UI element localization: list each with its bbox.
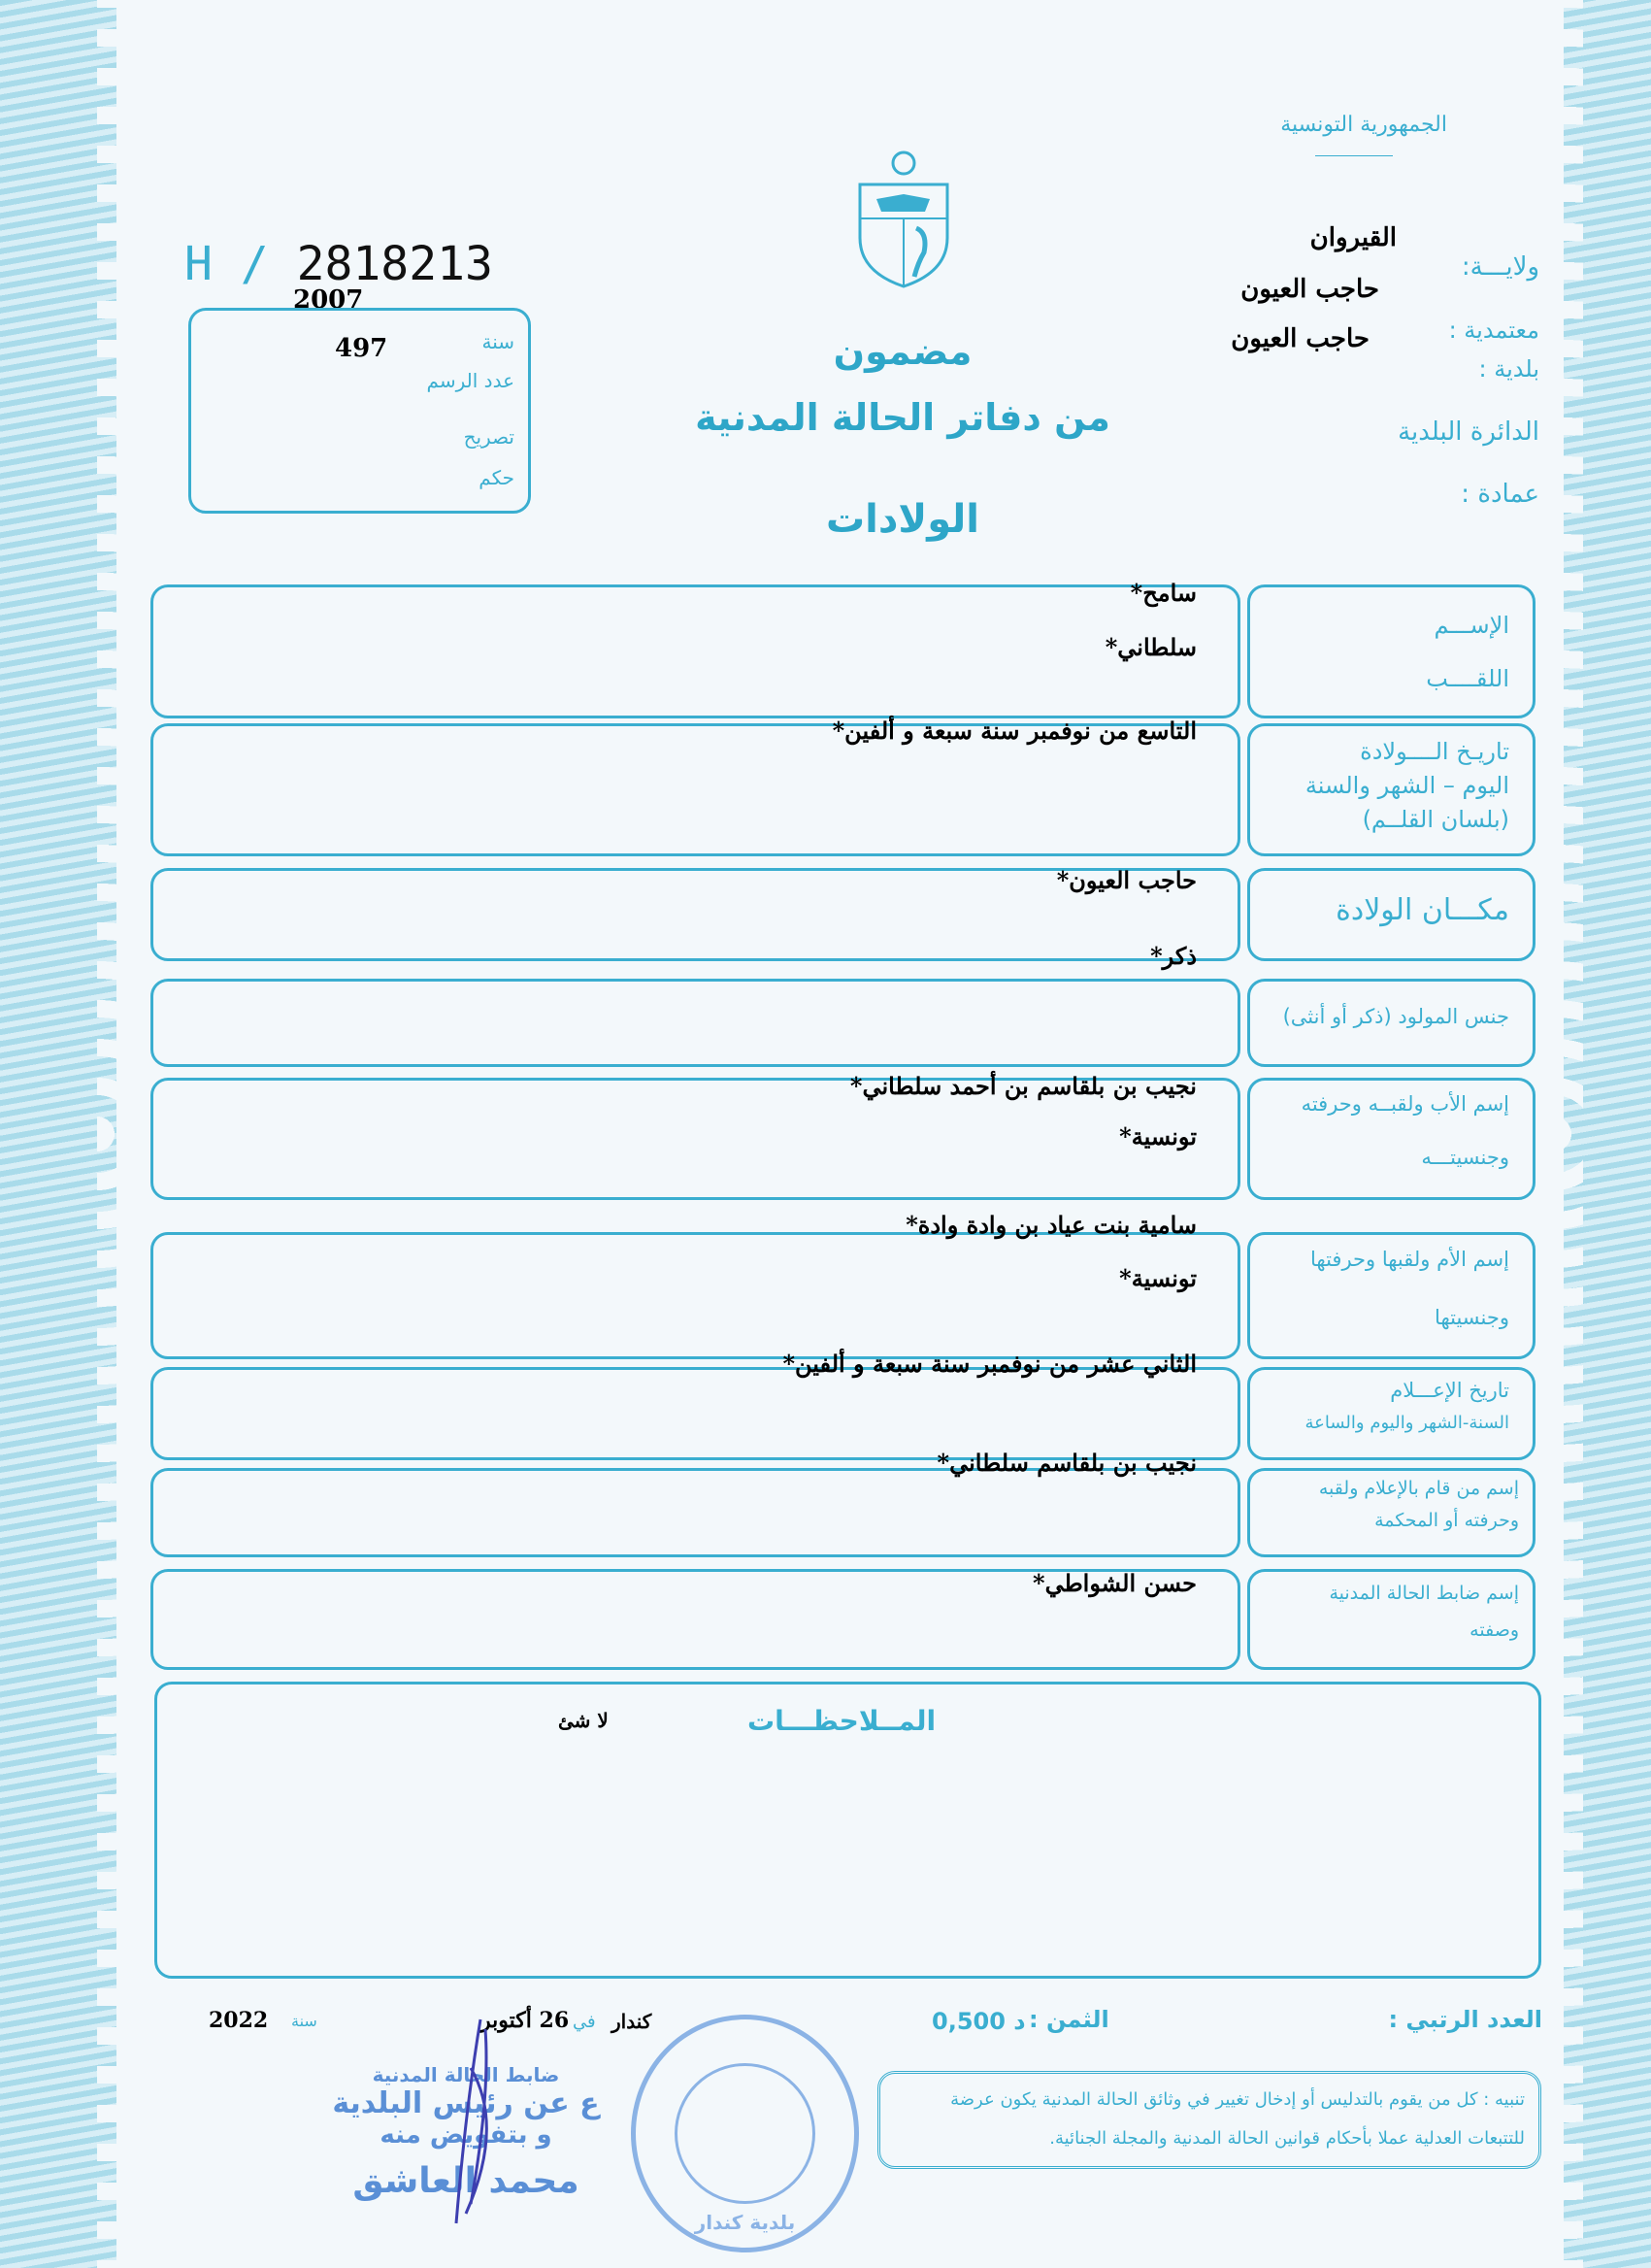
judgment-label: حكم bbox=[479, 466, 514, 489]
value-declarant: نجيب بن بلقاسم سلطاني* bbox=[937, 1449, 1197, 1477]
value-birthplace: حاجب العيون* bbox=[1056, 866, 1197, 894]
republic-heading: الجمهورية التونسية bbox=[1280, 113, 1447, 137]
value-first-name: سامح* bbox=[1130, 579, 1197, 607]
record-year: 2007 bbox=[293, 285, 364, 315]
row-mother-value-box bbox=[150, 1232, 1240, 1359]
place: كندار bbox=[611, 2010, 652, 2033]
issue-year: 2022 bbox=[209, 2008, 269, 2033]
label-mother-nationality: وجنسيتها bbox=[1435, 1306, 1509, 1329]
label-birthdate-words: (بلسان القلــم) bbox=[1362, 806, 1509, 833]
date: 26 أكتوبر bbox=[480, 2008, 570, 2033]
officer-label: ضابط الحالة المدنية bbox=[372, 2063, 560, 2086]
row-sex-value-box bbox=[150, 979, 1240, 1067]
row-name-label-box bbox=[1247, 584, 1535, 718]
municipality-value: حاجب العيون bbox=[1231, 324, 1370, 353]
label-birthdate-sub: اليوم – الشهر والسنة bbox=[1304, 772, 1509, 799]
decorative-border-right bbox=[1564, 0, 1651, 2268]
price-label: الثمن : bbox=[1029, 2006, 1109, 2033]
serial-value: 2818213 bbox=[296, 237, 493, 291]
imada-label: عمادة : bbox=[1461, 480, 1539, 509]
serial-prefix: H / bbox=[184, 237, 269, 291]
value-sex: ذكر* bbox=[1150, 942, 1197, 970]
warning-box bbox=[877, 2071, 1541, 2169]
label-sex: جنس المولود (ذكر أو أنثى) bbox=[1282, 1005, 1509, 1028]
title-registers: من دفاتر الحالة المدنية bbox=[695, 396, 1110, 439]
label-officer-sub: وصفته bbox=[1469, 1619, 1519, 1641]
label-declarant: إسم من قام بالإعلام ولقبه bbox=[1318, 1478, 1519, 1499]
warning-line-1: تنبيه : كل من يقوم بالتدليس أو إدخال تغيير في وثائق الحالة المدنية يكون عرضة bbox=[950, 2089, 1525, 2110]
signature-line-2: و بتفويض منه bbox=[380, 2120, 552, 2150]
handwritten-signature bbox=[427, 2010, 524, 2233]
delegation-value: حاجب العيون bbox=[1240, 275, 1379, 304]
year-label: سنة bbox=[291, 2012, 317, 2030]
label-mother: إسم الأم ولقبها وحرفتها bbox=[1310, 1248, 1509, 1271]
value-officer: حسن الشواطي* bbox=[1033, 1569, 1197, 1597]
governorate-value: القيروان bbox=[1309, 223, 1397, 252]
label-first-name: الإســـم bbox=[1434, 612, 1509, 639]
governorate-label: ولايـــة: bbox=[1461, 252, 1539, 282]
label-officer: إسم ضابط الحالة المدنية bbox=[1329, 1583, 1519, 1604]
label-father: إسم الأب ولقبــه وحرفته bbox=[1301, 1092, 1509, 1116]
tunisia-emblem-icon bbox=[852, 146, 955, 291]
label-birthdate: تاريـخ الــــولادة bbox=[1360, 738, 1509, 765]
remarks-value: لا شئ bbox=[558, 1709, 609, 1732]
act-number: 497 bbox=[335, 334, 388, 363]
price-value: 0,500 د bbox=[932, 2008, 1026, 2035]
delegation-label: معتمدية : bbox=[1448, 317, 1539, 344]
value-last-name: سلطاني* bbox=[1105, 633, 1197, 661]
date-prefix: في bbox=[573, 2012, 596, 2032]
title-extract: مضمون bbox=[833, 330, 973, 373]
warning-line-2: للتتبعات العدلية عملا بأحكام قوانين الحالة المدنية والمجلة الجنائية. bbox=[1049, 2128, 1525, 2149]
row-declaration-date-value-box bbox=[150, 1367, 1240, 1460]
row-declarant-value-box bbox=[150, 1468, 1240, 1557]
year-label: سنة bbox=[481, 330, 514, 353]
label-father-nationality: وجنسيتـــه bbox=[1421, 1146, 1509, 1169]
value-birthdate: التاسع من نوفمبر سنة سبعة و ألفين* bbox=[832, 717, 1197, 745]
value-father: نجيب بن بلقاسم بن أحمد سلطاني* bbox=[849, 1072, 1197, 1100]
record-box bbox=[188, 308, 531, 514]
decorative-border-left bbox=[0, 0, 116, 2268]
stamp-text: بلدية كندار bbox=[694, 2211, 796, 2234]
signature-line-3: محمد العاشق bbox=[352, 2161, 579, 2201]
label-declarant-sub: وحرفته أو المحكمة bbox=[1374, 1510, 1519, 1531]
label-birthplace: مكـــان الولادة bbox=[1336, 893, 1509, 927]
signature-line-1: ع عن رئيس البلدية bbox=[332, 2086, 600, 2120]
remarks-label: المــلاحظـــات bbox=[747, 1705, 937, 1737]
label-declaration-date-sub: السنة-الشهر واليوم والساعة bbox=[1304, 1413, 1509, 1433]
act-number-label: عدد الرسم bbox=[426, 369, 514, 392]
official-stamp bbox=[631, 2015, 859, 2252]
label-declaration-date: تاريخ الإعـــلام bbox=[1390, 1379, 1509, 1402]
value-father-nationality: تونسية* bbox=[1119, 1122, 1197, 1151]
declaration-label: تصريح bbox=[463, 425, 514, 449]
row-name-value-box bbox=[150, 584, 1240, 718]
serial-label: العدد الرتبي : bbox=[1388, 2006, 1542, 2033]
divider bbox=[1315, 155, 1393, 156]
municipality-label: بلدية : bbox=[1478, 355, 1539, 383]
label-last-name: اللقــــب bbox=[1426, 665, 1509, 692]
district-label: الدائرة البلدية bbox=[1398, 417, 1539, 447]
value-mother: سامية بنت عياد بن وادة وادة* bbox=[906, 1211, 1197, 1239]
serial-number bbox=[184, 237, 493, 291]
value-declaration-date: الثاني عشر من نوفمبر سنة سبعة و ألفين* bbox=[782, 1350, 1197, 1378]
title-births: الولادات bbox=[825, 497, 980, 542]
value-mother-nationality: تونسية* bbox=[1119, 1264, 1197, 1292]
